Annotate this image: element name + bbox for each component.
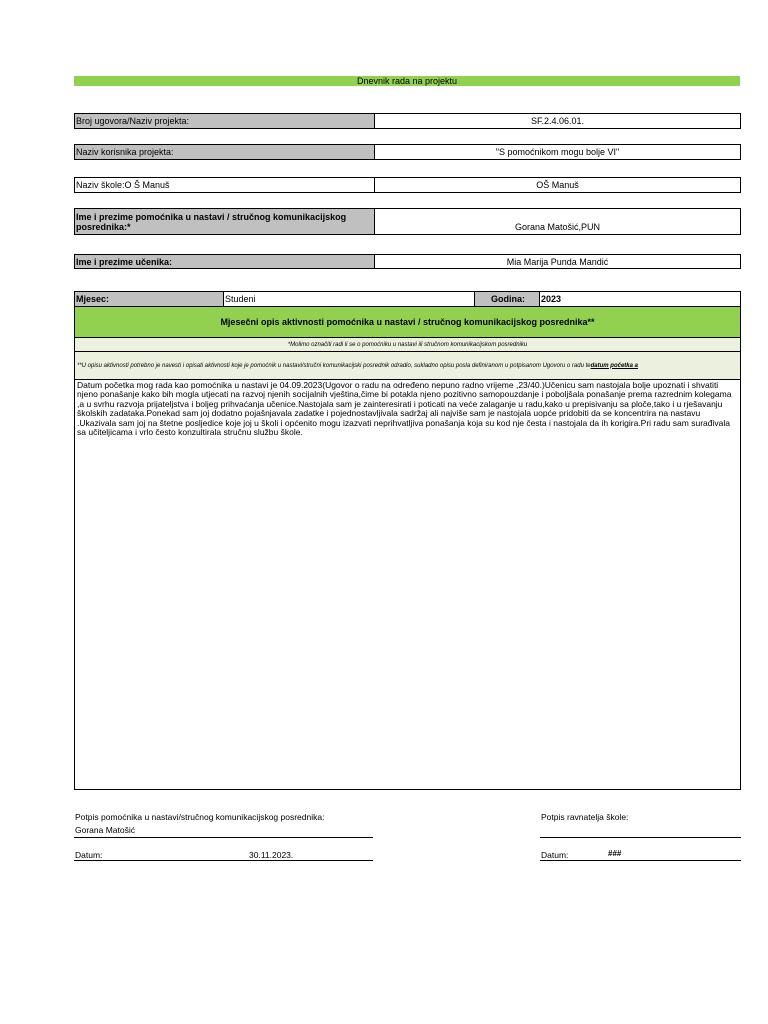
date-value-right[interactable]: ### (608, 849, 622, 858)
month-value[interactable]: Studeni (224, 292, 475, 306)
assistant-label: Ime i prezime pomoćnika u nastavi / stručnog komunikacijskog posrednika:* (75, 209, 375, 234)
contract-value[interactable]: SF.2.4.06.01. (530, 116, 585, 126)
note2-text: **U opisu aktivnosti potrebno je navesti i opisati aktivnosti koje je pomoćnik u nastavi/stručni komunikacijski posrednik odradio, sukladno opisu posla definiranom u potpisanom Ugovoru o radu te (77, 362, 591, 369)
beneficiary-value[interactable]: "S pomoćnikom mogu bolje VI" (495, 147, 620, 157)
student-row (74, 254, 741, 269)
student-label: Ime i prezime učenika: (75, 255, 375, 268)
assistant-signature-name: Gorana Matošić (75, 825, 135, 835)
date-label-left: Datum: (75, 850, 103, 860)
month-year-row (74, 291, 741, 307)
month-label: Mjesec: (75, 292, 224, 306)
year-label: Godina: (475, 292, 540, 306)
student-value[interactable]: Mia Marija Punda Mandić (506, 256, 609, 267)
assistant-value[interactable]: Gorana Matošić,PUN (514, 222, 601, 232)
principal-signature-label: Potpis ravnatelja škole: (541, 812, 629, 822)
beneficiary-row (74, 144, 741, 160)
assistant-row (74, 208, 741, 235)
principal-signature-line[interactable] (540, 837, 741, 838)
note2-emphasis: datum početka a (590, 362, 638, 369)
school-label: Naziv škole:O Š Manuš (75, 178, 375, 192)
activity-description-note (74, 352, 741, 380)
date-line-left (74, 860, 373, 861)
year-value[interactable]: 2023 (541, 294, 562, 304)
assistant-type-note: *Molimo označiti radi li se o pomoćniku u nastavi ili stručnom komunikacijskom posredniku (74, 338, 741, 352)
page-title: Dnevnik rada na projektu (74, 76, 740, 86)
activity-description[interactable]: Datum početka mog rada kao pomoćnika u nastavi je 04.09.2023(Ugovor o radu na određeno nepuno radno vrijeme ,23/40.)Učenicu sam nastojala bolje upoznati i shvatiti njeno ponašanje kako bih mogla utjecati na razvoj njenih socijalnih vještina,čime bi potakla njeno pozitivno samopouzdanje i poboljšala ponašanje prema razrednim kolegama ,a u svrhu razvoja prijateljstva i boljeg prihvaćanja učenice.Nastojala sam je zainteresirati i poticati na veće zalaganje u radu,kako u prepisivanju sa ploče,tako i u rješavanju školskih zadataka.Ponekad sam joj dodatno pojašnjavala zadatke i pojednostavljivala sadržaj ali najviše sam je nastojala uopće pridobiti da se koncentrira na nastavu .Ukazivala sam joj na štetne posljedice koje joj u školi i općenito mogu izazvati neprihvatljiva ponašanja koja su kod nje česta i nastojala da ih korigira.Pri radu sam surađivala sa učiteljicama i vrlo često konzultirala stručnu službu škole. (74, 380, 741, 790)
school-value[interactable]: OŠ Manuš (536, 180, 579, 190)
contract-label: Broj ugovora/Naziv projekta: (75, 114, 375, 128)
date-value-left[interactable]: 30.11.2023. (249, 850, 294, 860)
date-label-right: Datum: (541, 850, 569, 860)
beneficiary-label: Naziv korisnika projekta: (75, 145, 375, 159)
contract-row (74, 113, 741, 129)
date-line-right (540, 860, 741, 861)
activity-heading: Mjesečni opis aktivnosti pomoćnika u nastavi / stručnog komunikacijskog posrednika** (74, 307, 741, 338)
school-row (74, 177, 741, 193)
assistant-signature-label: Potpis pomoćnika u nastavi/stručnog komunikacijskog posrednika: (75, 812, 325, 822)
assistant-signature-line[interactable] (74, 837, 373, 838)
